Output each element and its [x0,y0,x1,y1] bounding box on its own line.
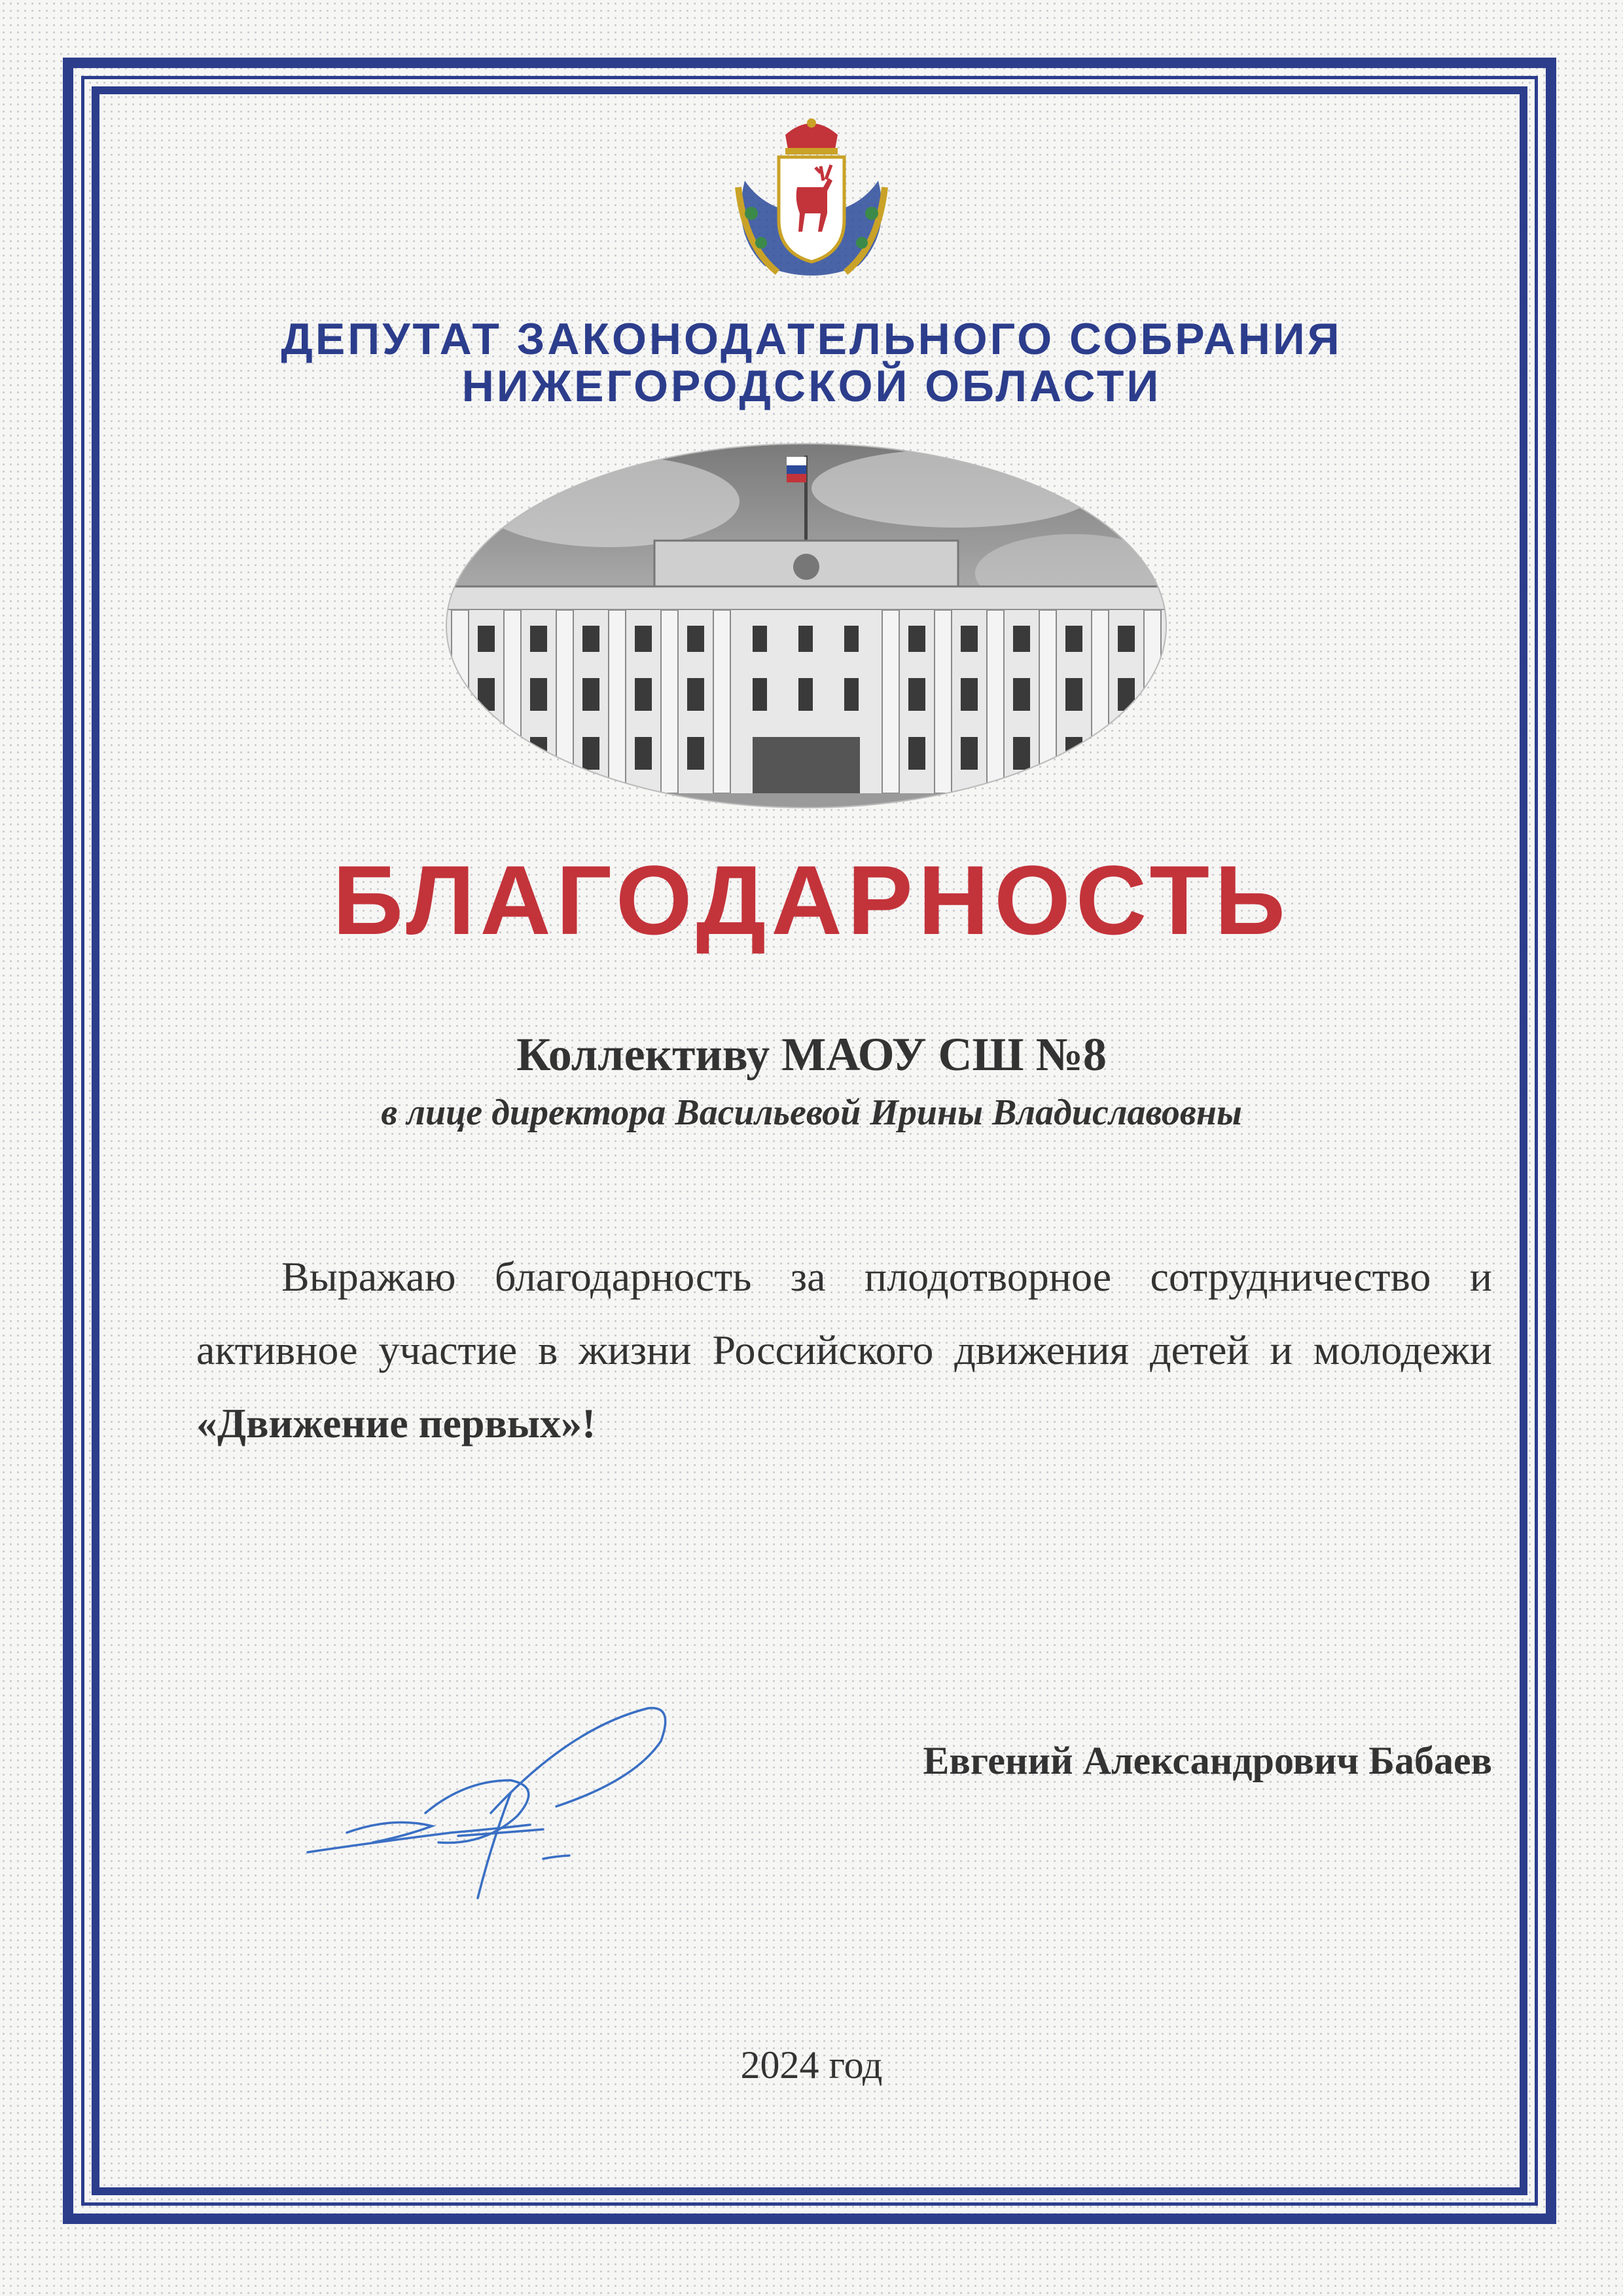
document-title: БЛАГОДАРНОСТЬ [332,845,1291,955]
recipient-name: Коллективу МАОУ СШ №8 [516,1028,1107,1081]
gratitude-text-end: ! [582,1400,596,1446]
issuer-header-line1: ДЕПУТАТ ЗАКОНОДАТЕЛЬНОГО СОБРАНИЯ [281,314,1342,364]
coat-of-arms-icon [725,115,898,285]
issuer-header [196,315,1427,410]
recipient-representative: в лице директора Васильевой Ирины Владиславовны [381,1092,1242,1133]
legislative-building-photo [445,442,1168,809]
gratitude-text [196,1240,1492,1460]
signer-name: Евгений Александрович Бабаев [923,1739,1492,1782]
movement-name: «Движение первых» [196,1400,582,1446]
issuer-header-line2: НИЖЕГОРОДСКОЙ ОБЛАСТИ [461,361,1162,411]
handwritten-signature [294,1702,687,1911]
issue-year: 2024 год [740,2043,883,2087]
gratitude-text-main: Выражаю благодарность за плодотворное сотрудничество и активное участие в жизни Российского движения детей и молодежи [196,1253,1492,1373]
